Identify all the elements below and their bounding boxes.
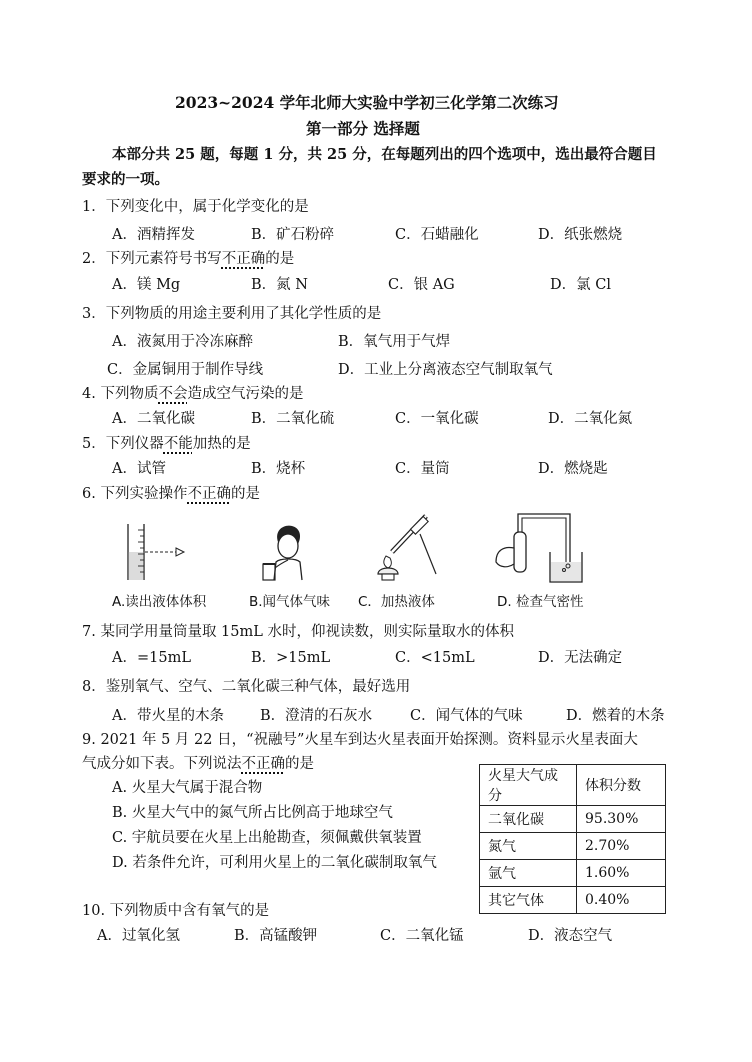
question-10-option-b: B．高锰酸钾 xyxy=(234,928,318,944)
question-2-option-d: D．氯 Cl xyxy=(550,277,611,293)
question-4-option-c: C．一氧化碳 xyxy=(395,411,479,427)
question-1-option-a: A．酒精挥发 xyxy=(112,227,195,243)
question-1-stem: 1．下列变化中，属于化学变化的是 xyxy=(82,199,309,215)
question-3-option-b: B．氧气用于气焊 xyxy=(338,334,451,350)
question-7-option-a: A．=15mL xyxy=(112,650,191,666)
question-5-stem: 5．下列仪器不能加热的是 xyxy=(82,436,251,452)
question-5-option-c: C．量筒 xyxy=(395,461,450,477)
question-3-option-c: C．金属铜用于制作导线 xyxy=(107,362,264,378)
section-title: 第一部分 选择题 xyxy=(306,119,420,138)
question-8-option-a: A．带火星的木条 xyxy=(112,708,224,724)
exam-title: 2023~2024 学年北师大实验中学初三化学第二次练习 xyxy=(175,93,559,112)
question-3-option-a: A．液氮用于冷冻麻醉 xyxy=(112,334,253,350)
question-1-option-b: B．矿石粉碎 xyxy=(251,227,335,243)
question-9-option-d: D. 若条件允许，可利用火星上的二氧化碳制取氧气 xyxy=(112,855,437,871)
airtightness-check-figure xyxy=(490,506,586,586)
mars-atmosphere-table xyxy=(479,764,666,914)
figure-c-caption: C．加热液体 xyxy=(358,594,435,610)
question-8-option-c: C．闻气体的气味 xyxy=(410,708,523,724)
question-10-stem: 10. 下列物质中含有氧气的是 xyxy=(82,903,270,919)
question-2-option-a: A．镁 Mg xyxy=(112,277,181,293)
question-5-option-b: B．烧杯 xyxy=(251,461,306,477)
question-8-option-b: B．澄清的石灰水 xyxy=(260,708,373,724)
question-2-option-b: B．氮 N xyxy=(251,277,308,293)
table-cell: 其它气体 xyxy=(480,887,577,914)
question-10-option-a: A．过氧化氢 xyxy=(97,928,180,944)
question-5-option-a: A．试管 xyxy=(112,461,166,477)
table-cell: 氩气 xyxy=(480,860,577,887)
table-header-cell: 体积分数 xyxy=(577,765,666,806)
table-row xyxy=(480,806,666,833)
table-header-row xyxy=(480,765,666,806)
table-header-cell: 火星大气成分 xyxy=(480,765,577,806)
question-3-option-d: D．工业上分离液态空气制取氧气 xyxy=(338,362,553,378)
question-9-stem-line1: 9. 2021 年 5 月 22 日，“祝融号”火星车到达火星表面开始探测。资料显示火星表面大 xyxy=(82,732,638,748)
table-cell: 氮气 xyxy=(480,833,577,860)
table-cell: 二氧化碳 xyxy=(480,806,577,833)
question-9-stem-line2: 气成分如下表。下列说法不正确的是 xyxy=(82,756,314,772)
table-cell: 1.60% xyxy=(577,860,666,887)
figure-b-caption: B.闻气体气味 xyxy=(249,594,331,610)
question-4-option-a: A．二氧化碳 xyxy=(112,411,195,427)
question-5-option-d: D．燃烧匙 xyxy=(538,461,608,477)
question-2-option-c: C．银 AG xyxy=(388,277,455,293)
question-7-option-c: C．<15mL xyxy=(395,650,475,666)
figure-a-caption: A.读出液体体积 xyxy=(112,594,207,610)
section-intro-line2: 要求的一项。 xyxy=(82,171,169,188)
question-2-stem: 2．下列元素符号书写不正确的是 xyxy=(82,251,295,267)
question-9-option-a: A. 火星大气属于混合物 xyxy=(112,780,263,796)
question-10-option-c: C．二氧化锰 xyxy=(380,928,464,944)
question-7-stem: 7. 某同学用量筒量取 15mL 水时，仰视读数，则实际量取水的体积 xyxy=(82,624,514,640)
table-row xyxy=(480,860,666,887)
question-7-option-b: B．>15mL xyxy=(251,650,331,666)
table-cell: 95.30% xyxy=(577,806,666,833)
question-4-option-d: D．二氧化氮 xyxy=(548,411,633,427)
question-9-option-c: C. 宇航员要在火星上出舱勘查，须佩戴供氧装置 xyxy=(112,830,422,846)
question-10-option-d: D．液态空气 xyxy=(528,928,613,944)
question-1-option-d: D．纸张燃烧 xyxy=(538,227,623,243)
table-row xyxy=(480,833,666,860)
question-9-option-b: B. 火星大气中的氮气所占比例高于地球空气 xyxy=(112,805,393,821)
question-4-option-b: B．二氧化硫 xyxy=(251,411,335,427)
question-7-option-d: D．无法确定 xyxy=(538,650,623,666)
question-8-option-d: D．燃着的木条 xyxy=(566,708,665,724)
smelling-gas-figure xyxy=(258,520,314,582)
question-3-stem: 3．下列物质的用途主要利用了其化学性质的是 xyxy=(82,306,382,322)
question-6-stem: 6. 下列实验操作不正确的是 xyxy=(82,486,260,502)
question-4-stem: 4. 下列物质不会造成空气污染的是 xyxy=(82,386,304,402)
table-cell: 2.70% xyxy=(577,833,666,860)
section-intro-line1: 本部分共 25 题，每题 1 分，共 25 分，在每题列出的四个选项中，选出最符合题目 xyxy=(112,146,657,163)
table-row xyxy=(480,887,666,914)
table-cell: 0.40% xyxy=(577,887,666,914)
figure-d-caption: D. 检查气密性 xyxy=(497,594,584,610)
question-1-option-c: C．石蜡融化 xyxy=(395,227,479,243)
graduated-cylinder-reading-figure xyxy=(118,522,188,584)
heating-liquid-figure xyxy=(370,512,440,586)
question-8-stem: 8．鉴别氧气、空气、二氧化碳三种气体，最好选用 xyxy=(82,679,411,695)
